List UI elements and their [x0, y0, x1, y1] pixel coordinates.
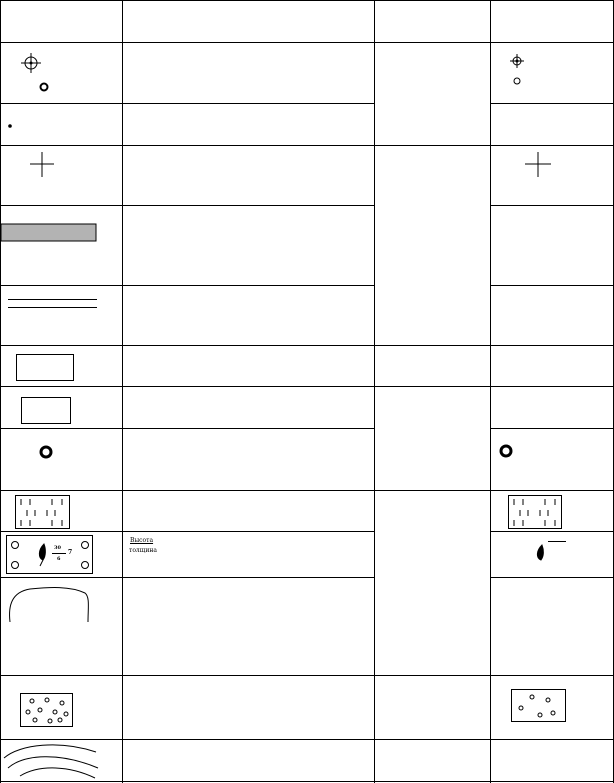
geodetic-point-icon — [21, 53, 41, 73]
double-line-symbol — [8, 300, 97, 308]
fraction-bottom: 6 — [57, 556, 61, 562]
circles-rectangle-symbol — [21, 694, 73, 727]
leaf-rectangle-symbol — [7, 536, 93, 574]
gray-strip-symbol — [1, 224, 96, 241]
table-horizontal-lines — [0, 43, 614, 782]
rectangle-symbol — [17, 355, 74, 381]
legend-thickness-label: толщина — [129, 547, 157, 554]
small-rectangle-symbol — [22, 398, 71, 424]
fraction-top: 30 — [54, 545, 61, 551]
circles-rectangle-symbol-right — [512, 690, 566, 722]
geodetic-point-icon-right — [510, 54, 524, 84]
wavy-lines-symbol — [4, 745, 98, 778]
table-vertical-lines — [1, 0, 614, 783]
legend-height-label: Высота — [130, 537, 154, 544]
ticked-rectangle-symbol-right — [509, 496, 562, 529]
thick-ring-icon — [41, 447, 51, 457]
fraction-right: 7 — [68, 549, 73, 556]
thick-ring-icon-right — [501, 446, 511, 456]
dot-point-icon — [8, 124, 12, 128]
ring-marker-icon — [41, 84, 48, 91]
ticked-rectangle-symbol — [16, 496, 70, 529]
curved-contour-symbol — [10, 588, 89, 622]
cross-marker-icon-right — [525, 152, 551, 177]
cross-marker-icon — [30, 152, 54, 177]
leaf-icon-right — [537, 542, 566, 561]
